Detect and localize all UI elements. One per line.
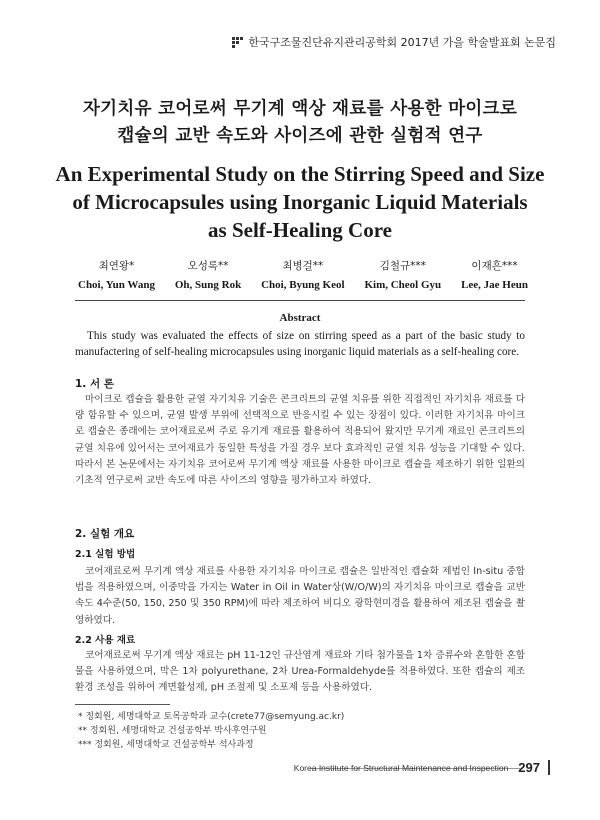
materials-paragraph: 코어재료로써 무기계 액상 재료는 pH 11-12인 규산염계 재료와 기타 첨가물을 1차 증류수와 혼합한 혼합물을 사용하였으며, 막은 1차 polyurethane, 2차 Urea-Formaldehyde를 적용하였다. 또한 캡슐의 제조 환경 조성을 위하여 계면활성제, pH 조절제 및 소포제 등을 사용하였다. <box>75 650 525 694</box>
author-korean-name: 이재흔*** <box>471 260 518 272</box>
english-title-line-2: of Microcapsules using Inorganic Liquid Materials <box>72 190 528 214</box>
author-english-name: Choi, Yun Wang <box>78 279 155 291</box>
page-number: 297 <box>518 760 550 775</box>
korean-title <box>0 96 600 150</box>
divider <box>75 300 525 301</box>
author <box>175 258 241 294</box>
footnotes <box>78 710 344 752</box>
author <box>461 258 528 294</box>
conference-header <box>232 34 556 50</box>
conference-name: 한국구조물진단유지관리공학회 2017년 가을 학술발표회 논문집 <box>248 36 556 49</box>
page-footer <box>294 760 550 775</box>
author-english-name: Oh, Sung Rok <box>174 279 242 291</box>
footnote-divider <box>75 704 170 705</box>
footnote: ** 정회원, 세명대학교 건설공학부 박사후연구원 <box>78 726 267 736</box>
method-heading: 2.1 실험 방법 <box>75 549 136 560</box>
author-english-name: Choi, Byung Keol <box>261 279 345 291</box>
footnote: * 정회원, 세명대학교 토목공학과 교수(crete77@semyung.ac.kr) <box>78 712 345 722</box>
author-english-name: Kim, Cheol Gyu <box>364 279 442 291</box>
materials-heading: 2.2 사용 재료 <box>75 635 136 646</box>
intro-paragraph: 마이크로 캡슐을 활용한 균열 자기치유 기술은 콘크리트의 균열 치유를 위한 직접적인 자기치유 재료를 다량 함유할 수 있으며, 균열 발생 부위에 선택적으로 반응시킬 수 있는 장점이 있다. 이러한 자기치유 마이크로 캡슐은 종래에는 코어재료로써 주로 유기계 재료를 활용하여 적용되어 왔지만 무기계 재료인 콘크리트의 균열 치유에 있어서는 코어재료가 동일한 특성을 가질 경우 보다 효과적인 균열 치유 성능을 기대할 수 있다. 따라서 본 논문에서는 자기치유 코어로써 무기계 액상 재료를 사용한 마이크로 캡슐을 제조하기 위한 일환의 기초적 연구로써 교반 속도에 따른 사이즈의 영향을 평가하고자 하였다. <box>75 394 525 487</box>
intro-heading: 1. 서 론 <box>75 378 114 390</box>
english-title-line-1: An Experimental Study on the Stirring Speed and Size <box>55 162 545 186</box>
author-korean-name: 최연왕* <box>98 260 135 272</box>
footnote: *** 정회원, 세명대학교 건설공학부 석사과정 <box>78 740 254 750</box>
author <box>261 258 344 294</box>
abstract-body: This study was evaluated the effects of size on stirring speed as a part of the basic study to manufactering of self-healing microcapsules using inorganic liquid materials as a self-healing core. <box>75 330 525 358</box>
overview-heading: 2. 실험 개요 <box>75 528 135 540</box>
method-paragraph: 코어재료로써 무기계 액상 재료를 사용한 자기치유 마이크로 캡슐은 일반적인 캡슐화 제법인 In-situ 중합법을 적용하였으며, 이중막을 가지는 Water in Oil in Water상(W/O/W)의 자기치유 마이크로 캡슐을 교반 속도 4수준(50, 150, 250 및 350 RPM)에 따라 제조하여 비디오 광학현미경을 활용하여 제조된 캡슐을 촬영하였다. <box>75 566 525 626</box>
korean-title-line-2: 캡슐의 교반 속도와 사이즈에 관한 실험적 연구 <box>117 126 483 146</box>
grid-dots-icon <box>232 37 243 48</box>
author <box>364 258 441 294</box>
korean-title-line-1: 자기치유 코어로써 무기계 액상 재료를 사용한 마이크로 <box>82 99 518 119</box>
english-title-line-3: as Self-Healing Core <box>208 218 392 242</box>
author-list <box>78 258 528 294</box>
institute-name: Korea Institute for Structural Maintenance and Inspection <box>293 762 509 773</box>
author-korean-name: 오성록** <box>187 260 229 272</box>
author-korean-name: 최병걸** <box>282 260 324 272</box>
author <box>78 258 155 294</box>
english-title <box>0 160 600 244</box>
abstract-heading: Abstract <box>279 312 321 324</box>
author-korean-name: 김철규*** <box>379 260 426 272</box>
author-english-name: Lee, Jae Heun <box>461 279 528 291</box>
